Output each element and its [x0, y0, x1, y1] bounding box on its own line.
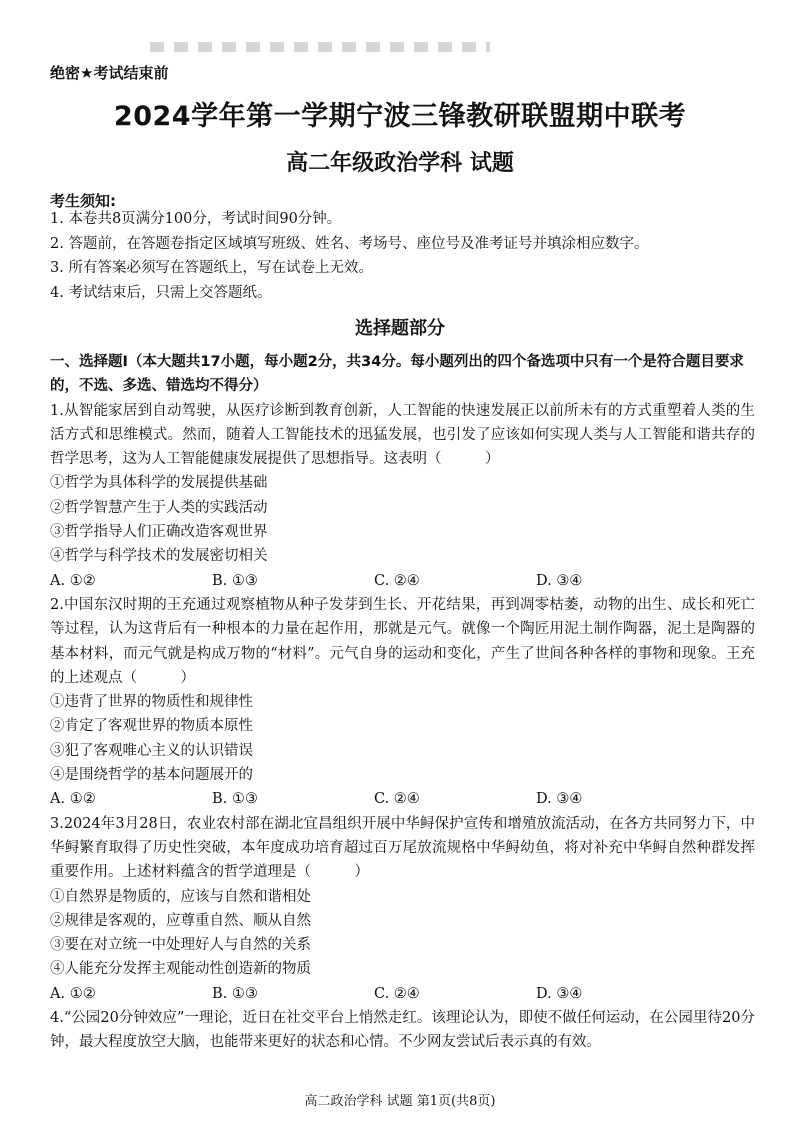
answer-choice: B. ①③ — [212, 791, 258, 808]
questions-area — [50, 350, 755, 1055]
exam-title: 2024学年第一学期宁波三锋教研联盟期中联考 — [113, 101, 687, 132]
question-option: ④人能充分发挥主观能动性创造新的物质 — [50, 961, 311, 978]
answer-choice: D. ③④ — [536, 572, 583, 589]
question-option: ②哲学智慧产生于人类的实践活动 — [50, 499, 268, 516]
notice-list — [50, 207, 760, 305]
question-3 — [50, 812, 755, 1006]
answer-choice: D. ③④ — [536, 791, 583, 808]
question-2 — [50, 593, 755, 812]
question-option: ④哲学与科学技术的发展密切相关 — [50, 548, 268, 565]
answer-choice: D. ③④ — [536, 985, 583, 1002]
answer-choices — [50, 569, 755, 593]
faint-top-text-artifact — [150, 42, 490, 52]
answer-choice: A. ①② — [50, 572, 96, 589]
answer-choice: C. ②④ — [374, 791, 420, 808]
answer-choice: A. ①② — [50, 791, 96, 808]
question-option: ②规律是客观的，应尊重自然、顺从自然 — [50, 912, 311, 929]
question-option: ④是围绕哲学的基本问题展开的 — [50, 767, 253, 784]
question-option: ②肯定了客观世界的物质本原性 — [50, 718, 253, 735]
question-stem: 2.中国东汉时期的王充通过观察植物从种子发芽到生长、开花结果，再到凋零枯萎，动物的出生、成长和死亡等过程，认为这背后有一种根本的力量在起作用，那就是元气。就像一个陶匠用泥土制作陶器，泥土是陶器的基本材料，而元气就是构成万物的“材料”。元气自身的运动和变化，产生了世间各种各样的事物和现象。王充的上述观点（ ） — [50, 596, 755, 686]
question-1 — [50, 399, 755, 593]
notice-item: 3. 所有答案必须写在答题纸上，写在试卷上无效。 — [50, 260, 373, 276]
part-heading: 一、选择题Ⅰ（本大题共17小题，每小题2分，共34分。每小题列出的四个备选项中只有一个是符合题目要求的，不选、多选、错选均不得分） — [50, 354, 744, 395]
question-option: ③哲学指导人们正确改造客观世界 — [50, 524, 268, 541]
question-option: ①哲学为具体科学的发展提供基础 — [50, 475, 268, 492]
question-4 — [50, 1006, 755, 1055]
answer-choice: B. ①③ — [212, 985, 258, 1002]
question-stem: 4.“公园20分钟效应”一理论，近日在社交平台上悄然走红。该理论认为，即使不做任何运动，在公园里待20分钟，最大程度放空大脑，也能带来更好的状态和心情。不少网友尝试后表示真的有效。 — [50, 1010, 755, 1051]
notice-heading: 考生须知: — [50, 192, 116, 210]
section-title: 选择题部分 — [355, 318, 445, 339]
question-option: ①自然界是物质的，应该与自然和谐相处 — [50, 888, 311, 905]
answer-choice: B. ①③ — [212, 572, 258, 589]
answer-choice: C. ②④ — [374, 572, 420, 589]
answer-choices — [50, 787, 755, 811]
question-option: ③犯了客观唯心主义的认识错误 — [50, 742, 253, 759]
question-option: ①违背了世界的物质性和规律性 — [50, 694, 253, 711]
question-option: ③要在对立统一中处理好人与自然的关系 — [50, 937, 311, 954]
answer-choice: A. ①② — [50, 985, 96, 1002]
notice-item: 2. 答题前，在答题卷指定区域填写班级、姓名、考场号、座位号及准考证号并填涂相应数字。 — [50, 235, 649, 252]
answer-choices — [50, 982, 755, 1006]
answer-choice: C. ②④ — [374, 985, 420, 1002]
page-footer: 高二政治学科 试题 第1页(共8页) — [304, 1094, 496, 1109]
secret-label: 绝密★考试结束前 — [50, 64, 169, 82]
notice-item: 1. 本卷共8页满分100分，考试时间90分钟。 — [50, 211, 342, 227]
question-stem: 1.从智能家居到自动驾驶，从医疗诊断到教育创新，人工智能的快速发展正以前所未有的方式重塑着人类的生活方式和思维模式。然而，随着人工智能技术的迅猛发展，也引发了应该如何实现人类与人工智能和谐共存的哲学思考，这为人工智能健康发展提供了思想指导。这表明（ ） — [50, 402, 755, 468]
question-stem: 3.2024年3月28日，农业农村部在湖北宜昌组织开展中华鲟保护宣传和增殖放流活动，在各方共同努力下，中华鲟繁育取得了历史性突破，本年度成功培育超过百万尾放流规格中华鲟幼鱼，将对补充中华鲟自然种群发挥重要作用。上述材料蕴含的哲学道理是（ ） — [50, 815, 755, 881]
exam-subtitle: 高二年级政治学科 试题 — [286, 151, 514, 176]
notice-item: 4. 考试结束后，只需上交答题纸。 — [50, 284, 272, 301]
